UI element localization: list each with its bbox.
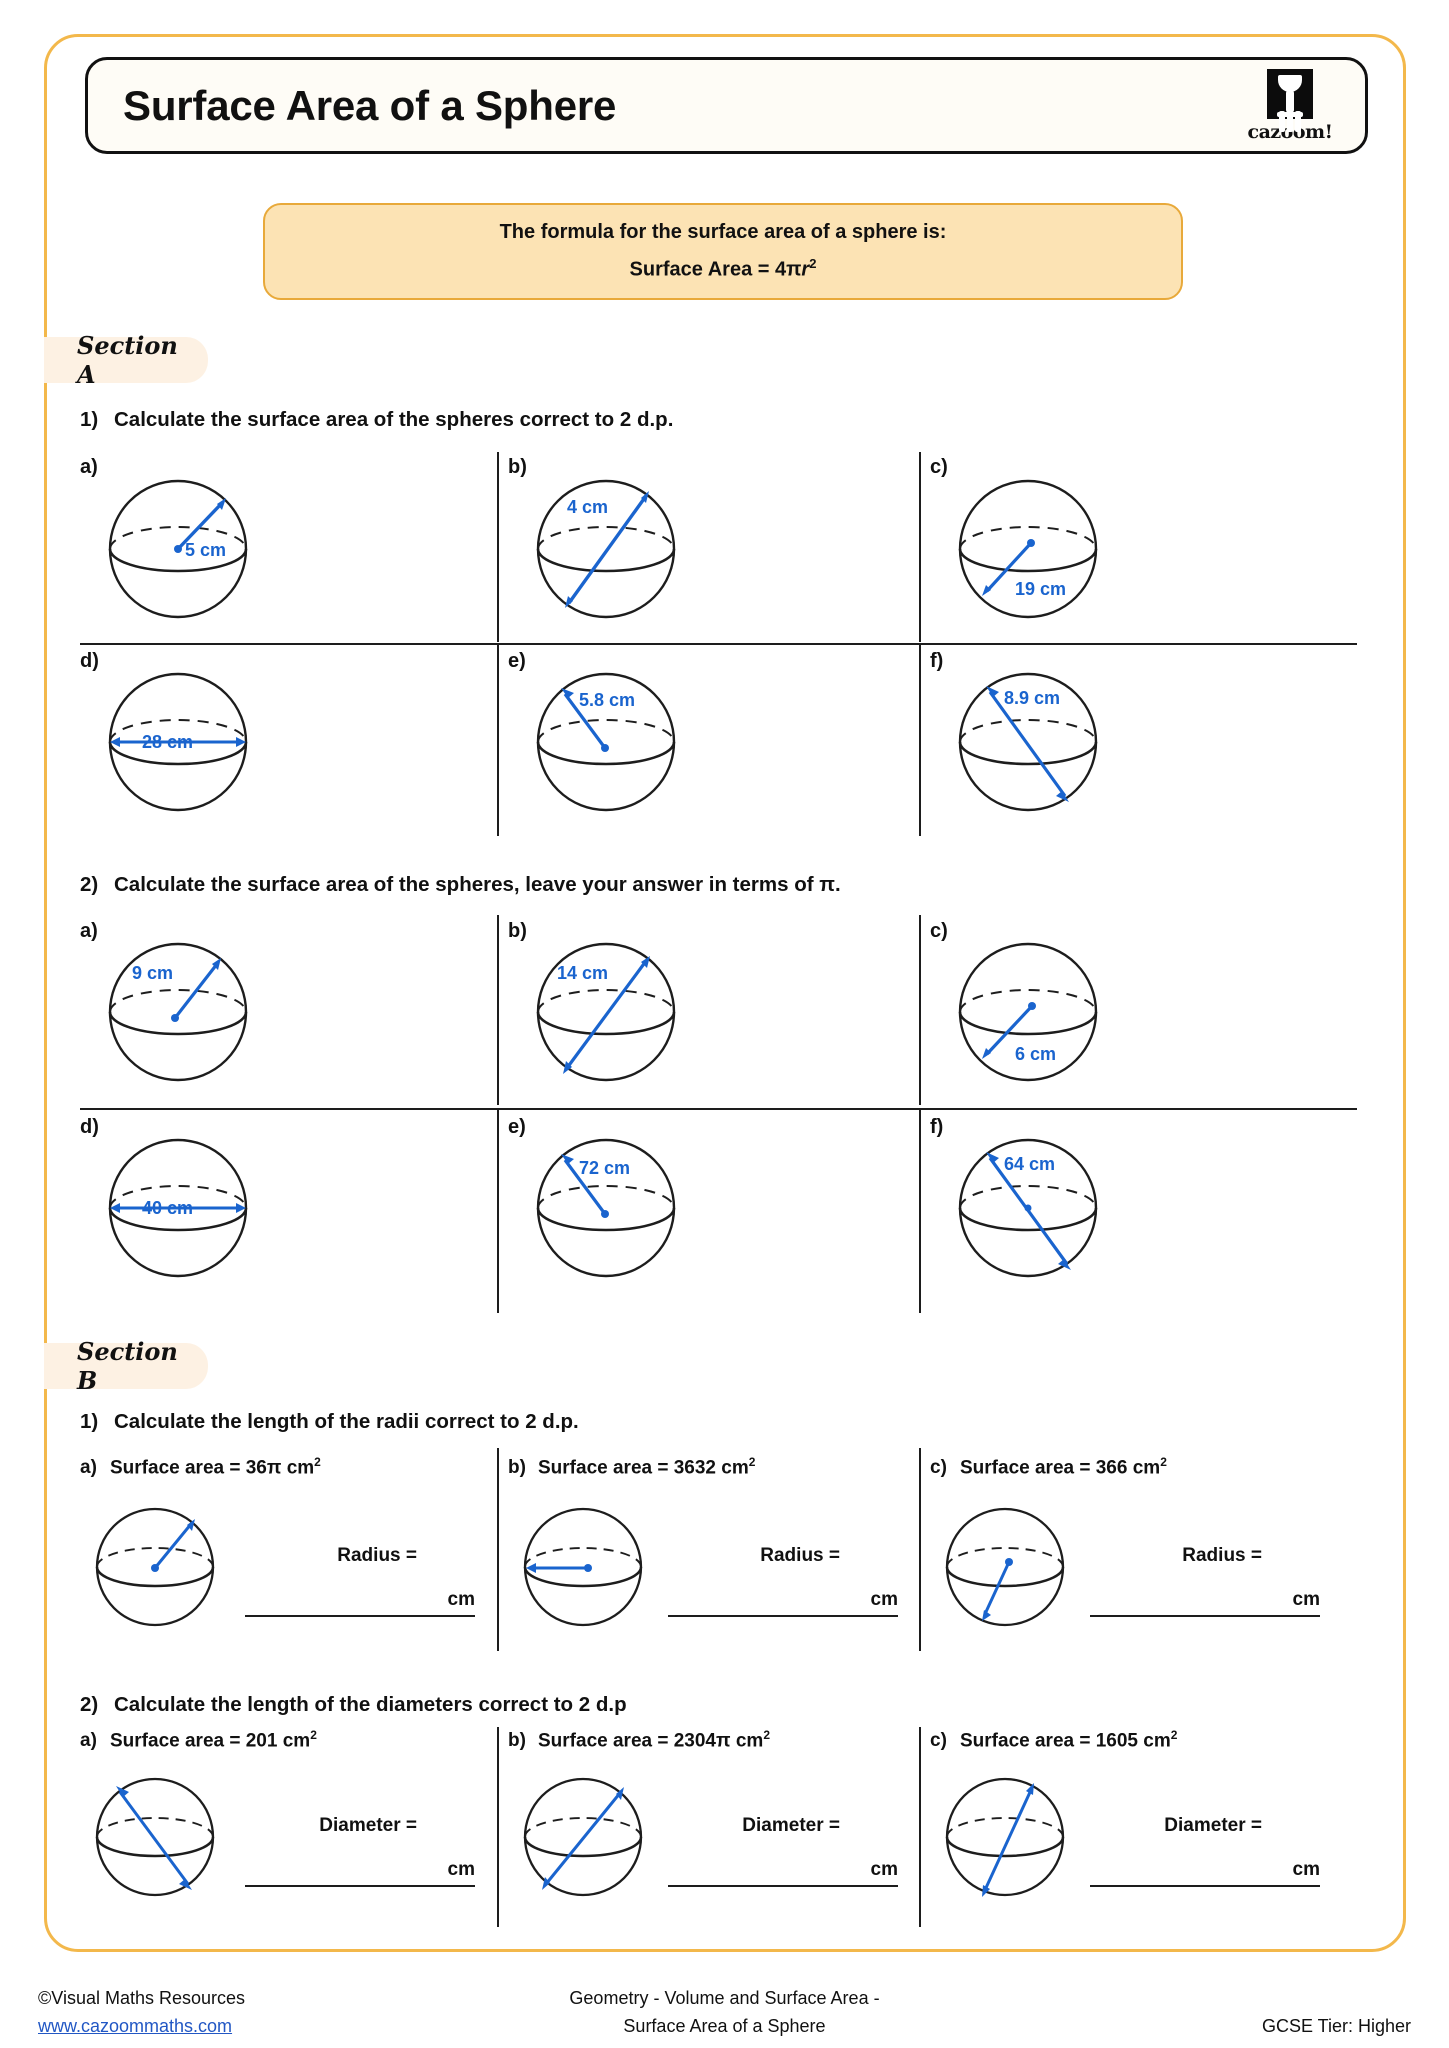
item-letter-a2f: f) [930,1116,944,1138]
answer-label-b1c: Radius = [1182,1545,1262,1566]
sa-unit-sup-b2a: 2 [310,1728,317,1742]
item-letter-b2a: a) [80,1730,97,1752]
sphere-a1e [533,656,713,828]
formula-expression [630,256,817,282]
sa-prefix-b2a: Surface area = [110,1730,246,1752]
sphere-b2b [521,1762,671,1922]
answer-rule-b1b[interactable] [668,1615,898,1617]
sa-unit-b1c: cm [1132,1457,1161,1479]
divider-a1-v3 [497,644,499,836]
answer-unit-b2a: cm [447,1859,475,1880]
answer-rule-b2c[interactable] [1090,1885,1320,1887]
section-b-q2-text: Calculate the length of the diameters correct to 2 d.p [114,1693,627,1716]
measure-label-a1d: 28 cm [142,732,194,752]
item-letter-a2a: a) [80,920,98,942]
item-letter-a2c: c) [930,920,948,942]
measure-label-a1f: 8.9 cm [1004,688,1061,708]
sphere-b1b [521,1492,671,1647]
sphere-b2a [93,1762,243,1922]
sa-unit-sup-b1c: 2 [1160,1455,1167,1469]
formula-exponent: 2 [809,256,817,272]
surface-area-label-b2a [80,1728,317,1752]
divider-a1-v2 [919,452,921,642]
sa-value-b2c: 1605 [1095,1730,1139,1752]
measure-label-a2f: 64 cm [1004,1154,1056,1174]
sphere-a1b [533,463,693,635]
divider-a1-h [80,643,1357,645]
divider-a2-v3 [497,1108,499,1313]
sa-unit-sup-b2c: 2 [1170,1728,1178,1742]
sphere-b1a [93,1492,243,1647]
footer-topic-line2: Surface Area of a Sphere [623,2016,826,2036]
answer-block-b2a[interactable] [245,1815,475,1887]
section-b-q1-text: Calculate the length of the radii correct to 2 d.p. [114,1410,579,1433]
title-bar [85,57,1368,154]
answer-block-b2b[interactable] [668,1815,898,1887]
footer-center [0,1984,1449,2040]
item-letter-a2e: e) [508,1116,526,1138]
measure-label-a2e: 72 cm [579,1158,631,1178]
surface-area-label-b2c [930,1728,1177,1752]
measure-label-a1a: 5 cm [185,540,227,560]
formula-prefix: Surface Area = 4π [629,258,802,281]
cazoom-hourglass-icon [1267,69,1313,119]
answer-label-b1a: Radius = [337,1545,417,1566]
sphere-a2b [533,926,713,1098]
sphere-a2d [105,1122,285,1302]
sa-unit-b1b: cm [721,1457,749,1479]
divider-a2-v1 [497,915,499,1105]
divider-a2-v4 [919,1108,921,1313]
sa-value-b1a: 36π [245,1457,282,1479]
answer-rule-b2a[interactable] [245,1885,475,1887]
item-letter-a1d: d) [80,650,99,672]
item-letter-a2d: d) [80,1116,99,1138]
divider-b1-v2 [919,1448,921,1651]
sa-prefix-b1c: Surface area = [960,1457,1096,1479]
item-letter-a1e: e) [508,650,526,672]
sa-prefix-b1a: Surface area = [110,1457,246,1479]
answer-block-b1b[interactable] [668,1545,898,1617]
section-a-q2-text: Calculate the surface area of the spheres, leave your answer in terms of π. [114,873,841,896]
answer-unit-b2c: cm [1292,1859,1320,1880]
answer-block-b1a[interactable] [245,1545,475,1617]
sphere-a2e [533,1122,713,1302]
answer-rule-b1a[interactable] [245,1615,475,1617]
item-letter-b1c: c) [930,1457,947,1479]
divider-a2-v2 [919,915,921,1105]
answer-unit-b1b: cm [870,1589,898,1610]
sphere-b1c [943,1492,1093,1647]
section-a-q1-prompt [80,408,673,432]
section-b-q1-prompt [80,1410,579,1434]
item-letter-b1a: a) [80,1457,97,1479]
sa-prefix-b1b: Surface area = [538,1457,674,1479]
measure-label-a1e: 5.8 cm [579,690,636,710]
item-letter-b2b: b) [508,1730,526,1752]
sphere-a2f [955,1122,1135,1302]
section-b-q1-number: 1) [80,1410,99,1433]
sphere-a2c [955,926,1135,1098]
sphere-a1d [105,656,285,828]
answer-unit-b1a: cm [447,1589,475,1610]
sphere-a2a [105,926,285,1098]
formula-box [263,203,1183,300]
section-b-q2-number: 2) [80,1693,99,1716]
item-letter-b2c: c) [930,1730,947,1752]
sphere-a1a [105,463,265,635]
answer-label-b2b: Diameter = [742,1815,840,1836]
formula-variable: r [801,258,810,281]
item-letter-a1f: f) [930,650,944,672]
logo-base [1277,112,1303,117]
section-b-q2-prompt [80,1693,627,1717]
answer-rule-b2b[interactable] [668,1885,898,1887]
footer-website-link[interactable]: www.cazoommaths.com [38,2016,233,2036]
section-a-label: Section A [77,331,178,389]
measure-label-a2b: 14 cm [557,963,609,983]
sphere-a1f [955,656,1135,828]
answer-block-b2c[interactable] [1090,1815,1320,1887]
sa-prefix-b2b: Surface area = [538,1730,674,1752]
answer-block-b1c[interactable] [1090,1545,1320,1617]
sa-unit-sup-b1a: 2 [314,1455,321,1469]
answer-label-b2c: Diameter = [1164,1815,1262,1836]
item-letter-a1b: b) [508,456,527,478]
sphere-b2c [943,1762,1093,1922]
measure-label-a1b: 4 cm [567,497,609,517]
divider-b1-v1 [497,1448,499,1651]
measure-label-a2a: 9 cm [132,963,174,983]
answer-label-b2a: Diameter = [319,1815,417,1836]
footer-tier: GCSE Tier: Higher [1261,2016,1411,2036]
logo-wordmark: cazoom! [1247,120,1333,143]
surface-area-label-b1a [80,1455,321,1479]
section-b-label: Section B [77,1337,178,1395]
divider-a1-v4 [919,644,921,836]
sa-unit-b1a: cm [286,1457,315,1479]
page-footer [0,1984,1449,2048]
sa-value-b1c: 366 [1095,1457,1128,1479]
divider-a1-v1 [497,452,499,642]
section-a-q1-text: Calculate the surface area of the spheres correct to 2 d.p. [114,408,674,431]
sa-value-b2a: 201 [245,1730,278,1752]
sa-unit-b2a: cm [282,1730,311,1752]
sa-value-b2b: 2304π [673,1730,731,1752]
sa-value-b1b: 3632 [673,1457,717,1479]
sa-unit-sup-b1b: 2 [748,1455,756,1469]
page-title: Surface Area of a Sphere [123,81,617,129]
answer-unit-b1c: cm [1292,1589,1320,1610]
section-a-q1-number: 1) [80,408,99,431]
item-letter-a1a: a) [80,456,98,478]
section-a-banner [44,331,208,389]
section-a-q2-number: 2) [80,873,99,896]
answer-rule-b1c[interactable] [1090,1615,1320,1617]
item-letter-a2b: b) [508,920,527,942]
answer-label-b1b: Radius = [760,1545,840,1566]
sa-prefix-b2c: Surface area = [960,1730,1096,1752]
footer-copyright: ©Visual Maths Resources [38,1988,246,2008]
sa-unit-b2c: cm [1143,1730,1171,1752]
measure-label-a2d: 40 cm [142,1198,194,1218]
measure-label-a2c: 6 cm [1015,1044,1057,1064]
answer-unit-b2b: cm [870,1859,898,1880]
divider-a2-h [80,1108,1357,1110]
sa-unit-b2b: cm [735,1730,764,1752]
surface-area-label-b2b [508,1728,770,1752]
measure-label-a1c: 19 cm [1015,579,1067,599]
formula-intro: The formula for the surface area of a sphere is: [499,221,947,244]
section-a-q2-prompt [80,873,841,897]
item-letter-a1c: c) [930,456,948,478]
cazoom-logo [1245,69,1335,143]
divider-b2-v1 [497,1727,499,1927]
surface-area-label-b1c [930,1455,1167,1479]
sphere-a1c [955,463,1135,635]
surface-area-label-b1b [508,1455,755,1479]
item-letter-b1b: b) [508,1457,526,1479]
section-b-banner [44,1337,208,1395]
sa-unit-sup-b2b: 2 [763,1728,770,1742]
footer-topic-line1: Geometry - Volume and Surface Area - [569,1988,880,2008]
divider-b2-v2 [919,1727,921,1927]
